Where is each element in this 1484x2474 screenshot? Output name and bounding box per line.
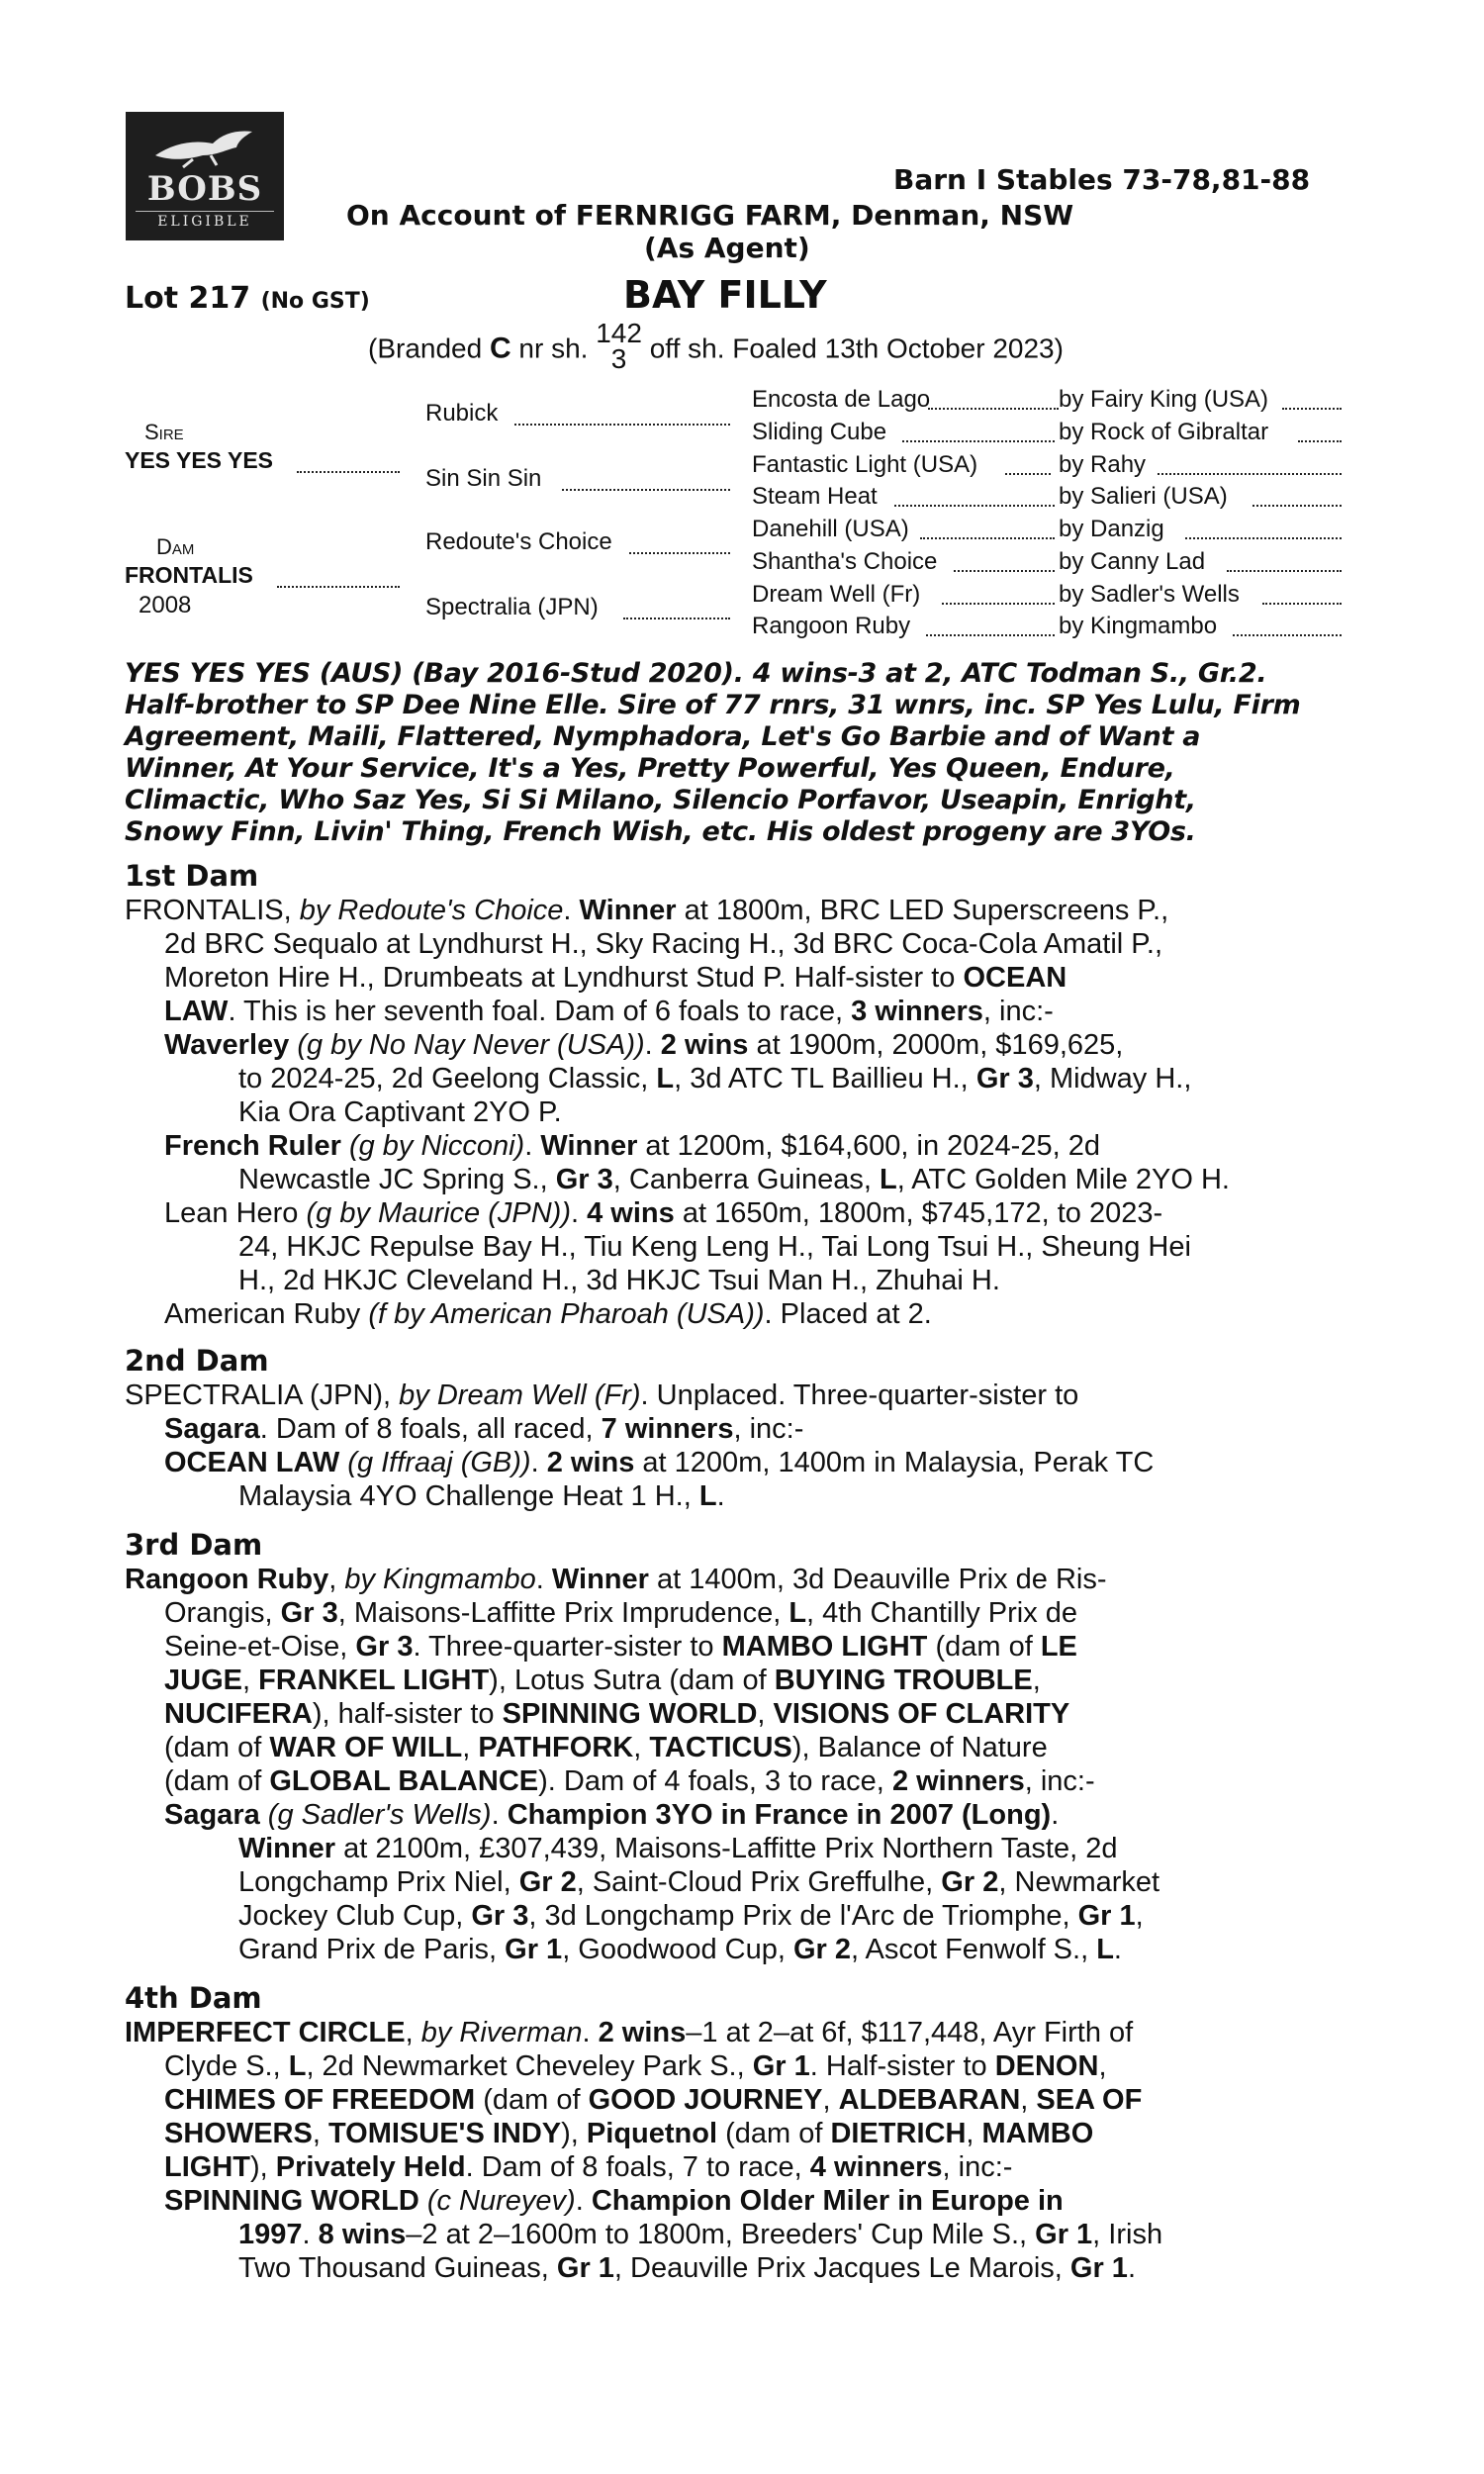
gen2-item: Sin Sin Sin: [425, 465, 542, 492]
gen4-item: by Canny Lad: [1059, 548, 1206, 575]
brand-glyph: C: [489, 332, 511, 365]
text-line: Clyde S., L, 2d Newmarket Cheveley Park S., Gr 1. Half-sister to DENON,: [164, 2050, 1107, 2082]
text-line: (dam of GLOBAL BALANCE). Dam of 4 foals, 3 to race, 2 winners, inc:-: [164, 1765, 1095, 1797]
gen3-item: Steam Heat: [752, 483, 878, 510]
dam-name: FRONTALIS: [125, 562, 253, 588]
text-line: 1997. 8 wins–2 at 2–1600m to 1800m, Breeders' Cup Mile S., Gr 1, Irish: [238, 2219, 1163, 2250]
gst-note: (No GST): [260, 289, 370, 314]
text-line: 2d BRC Sequalo at Lyndhurst H., Sky Racing H., 3d BRC Coca-Cola Amatil P.,: [164, 928, 1163, 960]
barn-stables: Barn I Stables 73-78,81-88: [893, 163, 1311, 196]
text-line: Sagara. Dam of 8 foals, all raced, 7 winners, inc:-: [164, 1413, 804, 1445]
text-line: H., 2d HKJC Cleveland H., 3d HKJC Tsui Man H., Zhuhai H.: [238, 1265, 1000, 1296]
gen4-item: by Sadler's Wells: [1059, 581, 1240, 608]
text-line: SHOWERS, TOMISUE'S INDY), Piquetnol (dam of DIETRICH, MAMBO: [164, 2118, 1094, 2149]
gen3-item: Encosta de Lago: [752, 386, 931, 413]
text-line: Moreton Hire H., Drumbeats at Lyndhurst Stud P. Half-sister to OCEAN: [164, 962, 1067, 994]
gen3-item: Dream Well (Fr): [752, 581, 921, 608]
text-line: (dam of WAR OF WILL, PATHFORK, TACTICUS), Balance of Nature: [164, 1732, 1048, 1763]
text-line: SPECTRALIA (JPN), by Dream Well (Fr). Unplaced. Three-quarter-sister to: [125, 1380, 1079, 1411]
gen2-item: Spectralia (JPN): [425, 594, 599, 620]
section-heading-first-dam: 1st Dam: [125, 859, 259, 893]
gen3-item: Sliding Cube: [752, 419, 887, 445]
text-line: CHIMES OF FREEDOM (dam of GOOD JOURNEY, ALDEBARAN, SEA OF: [164, 2084, 1143, 2116]
text-line: SPINNING WORLD (c Nureyev). Champion Older Miler in Europe in: [164, 2185, 1064, 2217]
gen3-item: Rangoon Ruby: [752, 613, 911, 639]
dam-label: Dam: [156, 534, 195, 559]
text-line: Newcastle JC Spring S., Gr 3, Canberra Guineas, L, ATC Golden Mile 2YO H.: [238, 1164, 1230, 1195]
section-heading-fourth-dam: 4th Dam: [125, 1981, 262, 2015]
brand-fraction: 142 3: [596, 318, 642, 374]
gen2-item: Redoute's Choice: [425, 528, 612, 555]
text-line: OCEAN LAW (g Iffraaj (GB)). 2 wins at 1200m, 1400m in Malaysia, Perak TC: [164, 1447, 1155, 1478]
gen4-item: by Rock of Gibraltar: [1059, 419, 1269, 445]
logo-subtext: ELIGIBLE: [136, 211, 274, 230]
gen4-item: by Salieri (USA): [1059, 483, 1228, 510]
gen3-item: Fantastic Light (USA): [752, 451, 978, 478]
bobs-eligible-logo: [126, 112, 284, 240]
section-heading-second-dam: 2nd Dam: [125, 1344, 269, 1378]
third-dam-paragraph: [125, 1563, 1342, 1966]
gen3-item: Shantha's Choice: [752, 548, 938, 575]
text-line: Malaysia 4YO Challenge Heat 1 H., L.: [238, 1480, 725, 1512]
text-line: NUCIFERA), half-sister to SPINNING WORLD, VISIONS OF CLARITY: [164, 1698, 1070, 1730]
lot-number: Lot 217 (No GST): [125, 281, 370, 316]
text-line: Grand Prix de Paris, Gr 1, Goodwood Cup, Gr 2, Ascot Fenwolf S., L.: [238, 1934, 1122, 1965]
text-line: LIGHT), Privately Held. Dam of 8 foals, 7 to race, 4 winners, inc:-: [164, 2151, 1013, 2183]
logo-text: BOBS: [146, 169, 263, 209]
text-line: Orangis, Gr 3, Maisons-Laffitte Prix Imprudence, L, 4th Chantilly Prix de: [164, 1597, 1078, 1629]
second-dam-paragraph: [125, 1379, 1342, 1513]
sire-name: YES YES YES: [125, 447, 274, 473]
text-line: LAW. This is her seventh foal. Dam of 6 foals to race, 3 winners, inc:-: [164, 996, 1054, 1027]
gen2-item: Rubick: [425, 400, 499, 427]
text-line: Waverley (g by No Nay Never (USA)). 2 wins at 1900m, 2000m, $169,625,: [164, 1029, 1124, 1061]
section-heading-third-dam: 3rd Dam: [125, 1528, 263, 1562]
gen3-item: Danehill (USA): [752, 516, 909, 542]
text-line: IMPERFECT CIRCLE, by Riverman. 2 wins–1 at 2–at 6f, $117,448, Ayr Firth of: [125, 2017, 1134, 2048]
text-line: Kia Ora Captivant 2YO P.: [238, 1096, 562, 1128]
text-line: Lean Hero (g by Maurice (JPN)). 4 wins at 1650m, 1800m, $745,172, to 2023-: [164, 1197, 1163, 1229]
sire-notes: YES YES YES (AUS) (Bay 2016-Stud 2020). 4 wins-3 at 2, ATC Todman S., Gr.2. Half-brother to SP Dee Nine Elle. Sire of 77 rnrs, 31 wnrs, inc. SP Yes Lulu, Firm Agreement, Maili, Flattered, Nymphadora, Let's Go Barbie and of Want a Winner, At Your Service, It's a Yes, Pretty Powerful, Yes Queen, Endure, Climactic, Who Saz Yes, Si Si Milano, Silencio Porfavor, Useapin, Enright, Snowy Finn, Livin' Thing, French Wish, etc. His oldest progeny are 3YOs.: [125, 658, 1301, 847]
sire-label: Sire: [144, 420, 184, 444]
text-line: to 2024-25, 2d Geelong Classic, L, 3d ATC TL Baillieu H., Gr 3, Midway H.,: [238, 1063, 1192, 1094]
gen4-item: by Fairy King (USA): [1059, 386, 1269, 413]
text-line: French Ruler (g by Nicconi). Winner at 1200m, $164,600, in 2024-25, 2d: [164, 1130, 1100, 1162]
gen4-item: by Rahy: [1059, 451, 1147, 478]
brand-line: (Branded C nr sh. 142 3 off sh. Foaled 13th October 2023): [368, 318, 1064, 374]
text-line: JUGE, FRANKEL LIGHT), Lotus Sutra (dam of BUYING TROUBLE,: [164, 1665, 1041, 1696]
text-line: 24, HKJC Repulse Bay H., Tiu Keng Leng H., Tai Long Tsui H., Sheung Hei: [238, 1231, 1191, 1263]
text-line: FRONTALIS, by Redoute's Choice. Winner at 1800m, BRC LED Superscreens P.,: [125, 895, 1169, 926]
text-line: American Ruby (f by American Pharoah (USA)). Placed at 2.: [164, 1298, 932, 1330]
horse-description: BAY FILLY: [623, 273, 827, 317]
text-line: Sagara (g Sadler's Wells). Champion 3YO in France in 2007 (Long).: [164, 1799, 1060, 1831]
text-line: Seine-et-Oise, Gr 3. Three-quarter-sister to MAMBO LIGHT (dam of LE: [164, 1631, 1077, 1663]
horse-logo-icon: [153, 126, 256, 169]
text-line: Two Thousand Guineas, Gr 1, Deauville Prix Jacques Le Marois, Gr 1.: [238, 2252, 1136, 2284]
dam-year: 2008: [139, 592, 192, 618]
first-dam-paragraph: [125, 894, 1342, 1331]
text-line: Rangoon Ruby, by Kingmambo. Winner at 1400m, 3d Deauville Prix de Ris-: [125, 1564, 1107, 1595]
fourth-dam-paragraph: [125, 2016, 1342, 2285]
vendor-account: On Account of FERNRIGG FARM, Denman, NSW: [346, 199, 1074, 232]
gen4-item: by Danzig: [1059, 516, 1164, 542]
text-line: Longchamp Prix Niel, Gr 2, Saint-Cloud Prix Greffulhe, Gr 2, Newmarket: [238, 1866, 1160, 1898]
vendor-agent: (As Agent): [644, 232, 810, 264]
gen4-item: by Kingmambo: [1059, 613, 1218, 639]
text-line: Jockey Club Cup, Gr 3, 3d Longchamp Prix de l'Arc de Triomphe, Gr 1,: [238, 1900, 1144, 1932]
text-line: Winner at 2100m, £307,439, Maisons-Laffitte Prix Northern Taste, 2d: [238, 1833, 1118, 1864]
